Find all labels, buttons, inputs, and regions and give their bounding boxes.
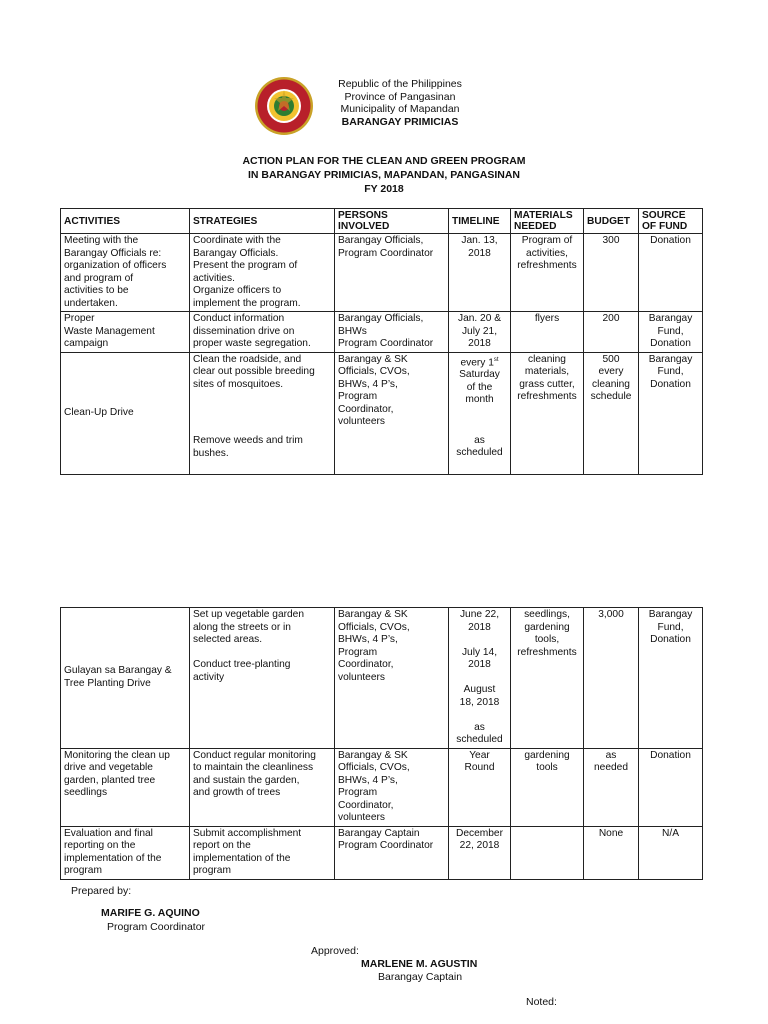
strategy-text: Clean the roadside, and clear out possible breeding sites of mosquitoes. bbox=[193, 353, 315, 390]
table-header-row bbox=[61, 209, 703, 234]
timeline-cell bbox=[449, 352, 511, 474]
table-row bbox=[61, 352, 703, 474]
source-cell: Barangay Fund, Donation bbox=[639, 312, 703, 353]
prepared-by-title: Program Coordinator bbox=[107, 921, 206, 933]
timeline-cell: December 22, 2018 bbox=[449, 826, 511, 879]
budget-cell: as needed bbox=[584, 748, 639, 826]
barangay-seal-logo bbox=[254, 76, 314, 136]
activity-cell: Meeting with the Barangay Officials re: organization of officers and program of activities to be undertaken. bbox=[61, 234, 190, 312]
activity-cell: Evaluation and final reporting on the implementation of the program bbox=[61, 826, 190, 879]
municipality-line: Municipality of Mapandan bbox=[340, 103, 460, 115]
timeline-cell: Jan. 20 & July 21, 2018 bbox=[449, 312, 511, 353]
table-row bbox=[61, 312, 703, 353]
budget-cell: 3,000 bbox=[584, 608, 639, 749]
approved-by-title: Barangay Captain bbox=[378, 971, 463, 983]
timeline-text: June 22, 2018 bbox=[459, 609, 500, 633]
activity-cell: Monitoring the clean up drive and vegetable garden, planted tree seedlings bbox=[61, 748, 190, 826]
table-row bbox=[61, 826, 703, 879]
strategy-cell: Conduct information dissemination drive on proper waste segregation. bbox=[190, 312, 335, 353]
persons-cell: Barangay & SK Officials, CVOs, BHWs, 4 P’s, Program Coordinator, volunteers bbox=[335, 352, 449, 474]
materials-cell: Program of activities, refreshments bbox=[511, 234, 584, 312]
timeline-text: every 1 bbox=[460, 356, 494, 368]
strategy-cell: Coordinate with the Barangay Officials. Present the program of activities. Organize officers to implement the program. bbox=[190, 234, 335, 312]
persons-cell: Barangay Captain Program Coordinator bbox=[335, 826, 449, 879]
activity-cell: Gulayan sa Barangay & Tree Planting Drive bbox=[61, 608, 190, 749]
persons-cell: Barangay Officials, Program Coordinator bbox=[335, 234, 449, 312]
timeline-text: Saturday of the month bbox=[459, 369, 500, 406]
table-row bbox=[61, 608, 703, 749]
activity-cell: Clean-Up Drive bbox=[61, 352, 190, 474]
persons-cell: Barangay Officials, BHWs Program Coordinator bbox=[335, 312, 449, 353]
materials-cell: cleaning materials, grass cutter, refreshments bbox=[511, 352, 584, 474]
budget-cell: None bbox=[584, 826, 639, 879]
source-cell: Donation bbox=[639, 234, 703, 312]
source-cell: Barangay Fund, Donation bbox=[639, 608, 703, 749]
activity-cell: Proper Waste Management campaign bbox=[61, 312, 190, 353]
materials-cell: seedlings, gardening tools, refreshments bbox=[511, 608, 584, 749]
action-plan-table bbox=[60, 208, 703, 475]
strategy-cell: Submit accomplishment report on the implementation of the program bbox=[190, 826, 335, 879]
strategy-cell bbox=[190, 352, 335, 474]
materials-cell: flyers bbox=[511, 312, 584, 353]
approved-by-name: MARLENE M. AGUSTIN bbox=[361, 958, 478, 970]
materials-cell bbox=[511, 826, 584, 879]
approved-label: Approved: bbox=[311, 945, 359, 957]
timeline-cell bbox=[449, 608, 511, 749]
title-line-2: IN BARANGAY PRIMICIAS, MAPANDAN, PANGASINAN bbox=[247, 169, 521, 181]
header-source-of-fund: SOURCE OF FUND bbox=[639, 209, 703, 234]
source-cell: Barangay Fund, Donation bbox=[639, 352, 703, 474]
persons-cell: Barangay & SK Officials, CVOs, BHWs, 4 P’s, Program Coordinator, volunteers bbox=[335, 608, 449, 749]
source-cell: Donation bbox=[639, 748, 703, 826]
prepared-by-label: Prepared by: bbox=[71, 885, 132, 897]
header-strategies: STRATEGIES bbox=[190, 209, 335, 234]
header-activities: ACTIVITIES bbox=[61, 209, 190, 234]
header-timeline: TIMELINE bbox=[449, 209, 511, 234]
table-row bbox=[61, 748, 703, 826]
timeline-text: July 14, 2018 bbox=[461, 646, 498, 670]
letterhead bbox=[250, 76, 550, 136]
strategy-text: Remove weeds and trim bushes. bbox=[193, 435, 303, 459]
budget-cell: 200 bbox=[584, 312, 639, 353]
title-line-3: FY 2018 bbox=[364, 183, 404, 195]
noted-label: Noted: bbox=[526, 996, 557, 1008]
title-line-1: ACTION PLAN FOR THE CLEAN AND GREEN PROGRAM bbox=[242, 155, 526, 167]
persons-cell: Barangay & SK Officials, CVOs, BHWs, 4 P’s, Program Coordinator, volunteers bbox=[335, 748, 449, 826]
timeline-superscript: st bbox=[493, 356, 499, 363]
strategy-text: Set up vegetable garden along the streets or in selected areas. bbox=[193, 609, 305, 645]
document-title bbox=[0, 154, 768, 196]
timeline-text: August 18, 2018 bbox=[459, 684, 500, 708]
country-line: Republic of the Philippines bbox=[338, 78, 462, 90]
timeline-cell: Jan. 13, 2018 bbox=[449, 234, 511, 312]
table-row bbox=[61, 234, 703, 312]
source-cell: N/A bbox=[639, 826, 703, 879]
strategy-text: Conduct tree-planting activity bbox=[193, 659, 291, 683]
header-budget: BUDGET bbox=[584, 209, 639, 234]
province-line: Province of Pangasinan bbox=[344, 90, 456, 103]
letterhead-address bbox=[310, 78, 490, 128]
header-materials-needed: MATERIALS NEEDED bbox=[511, 209, 584, 234]
timeline-text: as scheduled bbox=[456, 434, 503, 459]
strategy-cell: Conduct regular monitoring to maintain the cleanliness and sustain the garden, and growth of trees bbox=[190, 748, 335, 826]
barangay-line: BARANGAY PRIMICIAS bbox=[341, 115, 459, 128]
timeline-text: as scheduled bbox=[456, 721, 503, 745]
action-plan-table-continued bbox=[60, 607, 703, 880]
budget-cell: 300 bbox=[584, 234, 639, 312]
prepared-by-name: MARIFE G. AQUINO bbox=[101, 907, 200, 919]
strategy-cell bbox=[190, 608, 335, 749]
budget-cell: 500 every cleaning schedule bbox=[584, 352, 639, 474]
materials-cell: gardening tools bbox=[511, 748, 584, 826]
timeline-cell: Year Round bbox=[449, 748, 511, 826]
header-persons-involved: PERSONS INVOLVED bbox=[335, 209, 449, 234]
